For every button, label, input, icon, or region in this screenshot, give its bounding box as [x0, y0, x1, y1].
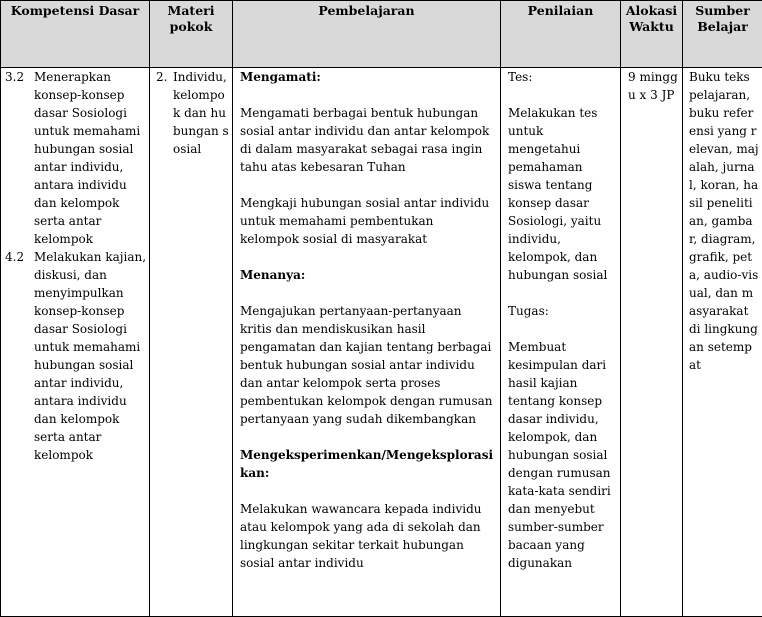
kd-number: 4.2	[5, 248, 34, 464]
menanya-paragraph: Mengajukan pertanyaan-pertanyaan kritis dan mendiskusikan hasil pengamatan dan kajian tentang berbagai bentuk hubungan sosial antar individu dan antar kelompok serta proses pembentukan kelompok dengan rumusan pertanyaan yang sudah dikembangkan	[240, 302, 496, 428]
sumber-belajar-value: Buku teks pelajaran, buku referensi yang relevan, majalah, jurnal, koran, hasil penelitian, gambar, diagram, grafik, peta, audio-visual, dan masyarakat di lingkungan setempat	[689, 68, 759, 374]
header-materi-pokok: Materi pokok	[150, 1, 233, 68]
kd-item	[5, 248, 147, 464]
content-row	[1, 68, 762, 617]
eksperimen-paragraph: Melakukan wawancara kepada individu atau kelompok yang ada di sekolah dan lingkungan sekitar terkait hubungan sosial antar individu	[240, 500, 496, 572]
mp-item	[154, 68, 230, 158]
mp-text: Individu, kelompok dan hubungan sosial	[173, 68, 230, 158]
mengamati-heading: Mengamati:	[240, 68, 496, 86]
header-pembelajaran: Pembelajaran	[233, 1, 501, 68]
eksperimen-heading: Mengeksperimenkan/Mengeksplorasikan:	[240, 446, 496, 482]
alokasi-waktu-value: 9 minggu x 3 JP	[628, 68, 680, 104]
kd-item	[5, 68, 147, 248]
header-alokasi-waktu: Alokasi Waktu	[621, 1, 683, 68]
mp-number: 2.	[156, 68, 173, 158]
mengamati-paragraph-1: Mengamati berbagai bentuk hubungan sosial antar individu dan antar kelompok di dalam masyarakat sebagai rasa ingin tahu atas kebesaran Tuhan	[240, 104, 496, 176]
cell-sumber-belajar	[683, 68, 762, 617]
tugas-description: Membuat kesimpulan dari hasil kajian tentang konsep dasar individu, kelompok, dan hubungan sosial dengan rumusan kata-kata sendiri dan menyebut sumber-sumber bacaan yang digunakan	[508, 338, 616, 572]
header-sumber-belajar: Sumber Belajar	[683, 1, 762, 68]
mengamati-paragraph-2: Mengkaji hubungan sosial antar individu untuk memahami pembentukan kelompok sosial di masyarakat	[240, 194, 496, 248]
header-penilaian: Penilaian	[501, 1, 621, 68]
cell-kompetensi-dasar	[1, 68, 150, 617]
header-kompetensi-dasar: Kompetensi Dasar	[1, 1, 150, 68]
header-row	[1, 1, 762, 68]
kd-text: Menerapkan konsep-konsep dasar Sosiologi untuk memahami hubungan sosial antar individu, antara individu dan kelompok serta antar kelompok	[34, 68, 147, 248]
tugas-label: Tugas:	[508, 302, 616, 320]
menanya-heading: Menanya:	[240, 266, 496, 284]
cell-penilaian	[501, 68, 621, 617]
cell-pembelajaran	[233, 68, 501, 617]
kd-number: 3.2	[5, 68, 34, 248]
cell-alokasi-waktu	[621, 68, 683, 617]
kd-text: Melakukan kajian, diskusi, dan menyimpulkan konsep-konsep dasar Sosiologi untuk memahami hubungan sosial antar individu, antara individu dan kelompok serta antar kelompok	[34, 248, 147, 464]
tes-description: Melakukan tes untuk mengetahui pemahaman siswa tentang konsep dasar Sosiologi, yaitu individu, kelompok, dan hubungan sosial	[508, 104, 616, 284]
tes-label: Tes:	[508, 68, 616, 86]
cell-materi-pokok	[150, 68, 233, 617]
